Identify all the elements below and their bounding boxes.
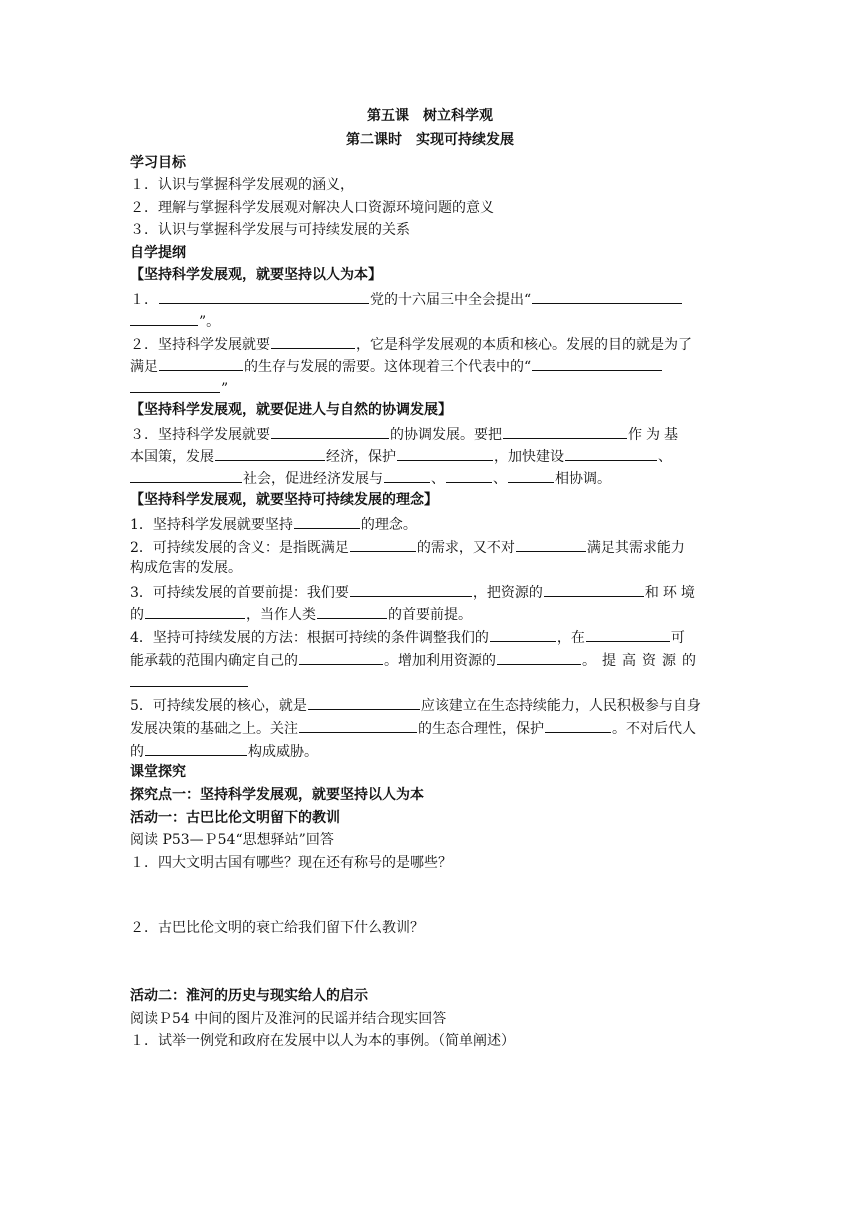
statement-1: 1．坚持科学发展就要坚持 的理念。 [130,513,732,535]
fill-blank[interactable] [130,467,242,483]
statement-4-line-3 [130,671,732,693]
lesson-title: 第五课 树立科学观 [367,108,493,124]
statement-2-line-1: 2．可持续发展的含义：是指既满足 的需求，又不对 满足其需求能力 [130,536,732,558]
fill-blank[interactable] [503,423,627,439]
fill-blank[interactable] [586,626,670,642]
fill-blank[interactable] [384,467,430,483]
fill-blank[interactable] [490,626,556,642]
fill-blank[interactable] [159,288,369,304]
section-heading-3: 【坚持科学发展观，就要坚持可持续发展的理念】 [130,492,438,508]
question-2-line-3: ” [130,377,732,399]
statement-4-line-1: 4．坚持可持续发展的方法：根据可持续的条件调整我们的 ，在 可 [130,626,732,648]
fill-blank[interactable] [545,717,611,733]
fill-blank[interactable] [565,445,657,461]
question-3-line-3: 社会，促进经济发展与 、 、 相协调。 [130,467,732,489]
outline-heading: 自学提纲 [130,245,186,261]
statement-5-line-3: 的 构成威胁。 [130,740,732,762]
fill-blank[interactable] [532,288,682,304]
activity-2-question-1: １．试举一例党和政府在发展中以人为本的事例。（简单阐述） [130,1033,515,1049]
statement-4-line-2: 能承载的范围内确定自己的 。增加利用资源的 。提高资源的 [130,649,732,671]
question-3-line-2: 本国策，发展 经济，保护 ，加快建设 、 [130,445,732,467]
section-heading-1: 【坚持科学发展观，就要坚持以人为本】 [130,267,382,283]
period-title: 第二课时 实现可持续发展 [346,132,514,148]
fill-blank[interactable] [350,581,472,597]
fill-blank[interactable] [130,671,248,687]
fill-blank[interactable] [271,333,355,349]
fill-blank[interactable] [145,603,245,619]
question-1-line-2: ”。 [130,310,732,332]
inquiry-heading: 课堂探究 [130,764,186,780]
fill-blank[interactable] [308,694,420,710]
objective-item: ３．认识与掌握科学发展与可持续发展的关系 [130,222,410,238]
objective-item: ２．理解与掌握科学发展观对解决人口资源环境问题的意义 [130,200,494,216]
activity-2-title: 活动二：淮河的历史与现实给人的启示 [130,988,368,1004]
fill-blank[interactable] [130,310,198,326]
statement-5-line-1: 5．可持续发展的核心，就是 应该建立在生态持续能力，人民积极参与自身 [130,694,732,716]
objectives-heading: 学习目标 [130,155,186,171]
activity-1-title: 活动一：古巴比伦文明留下的教训 [130,810,340,826]
question-2-line-2: 满足 的生存与发展的需要。这体现着三个代表中的“ [130,355,732,377]
activity-1-question-1: １．四大文明古国有哪些？现在还有称号的是哪些？ [130,855,452,871]
fill-blank[interactable] [299,649,383,665]
objective-item: １．认识与掌握科学发展观的涵义， [130,177,354,193]
statement-3-line-1: 3．可持续发展的首要前提：我们要 ，把资源的 和环境 [130,581,732,603]
fill-blank[interactable] [397,445,493,461]
fill-blank[interactable] [271,423,389,439]
question-3-line-1: ３．坚持科学发展就要 的协调发展。要把 作为基 [130,423,732,445]
fill-blank[interactable] [130,377,220,393]
section-heading-2: 【坚持科学发展观，就要促进人与自然的协调发展】 [130,402,452,418]
question-2-line-1: ２．坚持科学发展就要 ，它是科学发展观的本质和核心。发展的目的就是为了 [130,333,732,355]
fill-blank[interactable] [159,355,243,371]
activity-1-instruction: 阅读 P53—Ｐ54“思想驿站”回答 [130,832,334,848]
fill-blank[interactable] [544,581,644,597]
activity-2-instruction: 阅读Ｐ54 中间的图片及淮河的民谣并结合现实回答 [130,1011,447,1027]
fill-blank[interactable] [145,740,247,756]
statement-5-line-2: 发展决策的基础之上。关注 的生态合理性，保护 。不对后代人 [130,717,732,739]
fill-blank[interactable] [516,536,586,552]
fill-blank[interactable] [317,603,387,619]
statement-2-line-2: 构成危害的发展。 [130,560,242,576]
fill-blank[interactable] [299,717,417,733]
fill-blank[interactable] [215,445,325,461]
fill-blank[interactable] [532,355,662,371]
inquiry-point-1: 探究点一：坚持科学发展观，就要坚持以人为本 [130,787,424,803]
question-1-line-1: １． 党的十六届三中全会提出“ [130,288,732,310]
activity-1-question-2: ２．古巴比伦文明的衰亡给我们留下什么教训？ [130,920,424,936]
fill-blank[interactable] [294,513,360,529]
statement-3-line-2: 的 ，当作人类 的首要前提。 [130,603,732,625]
fill-blank[interactable] [446,467,492,483]
fill-blank[interactable] [350,536,416,552]
fill-blank[interactable] [497,649,581,665]
fill-blank[interactable] [508,467,554,483]
